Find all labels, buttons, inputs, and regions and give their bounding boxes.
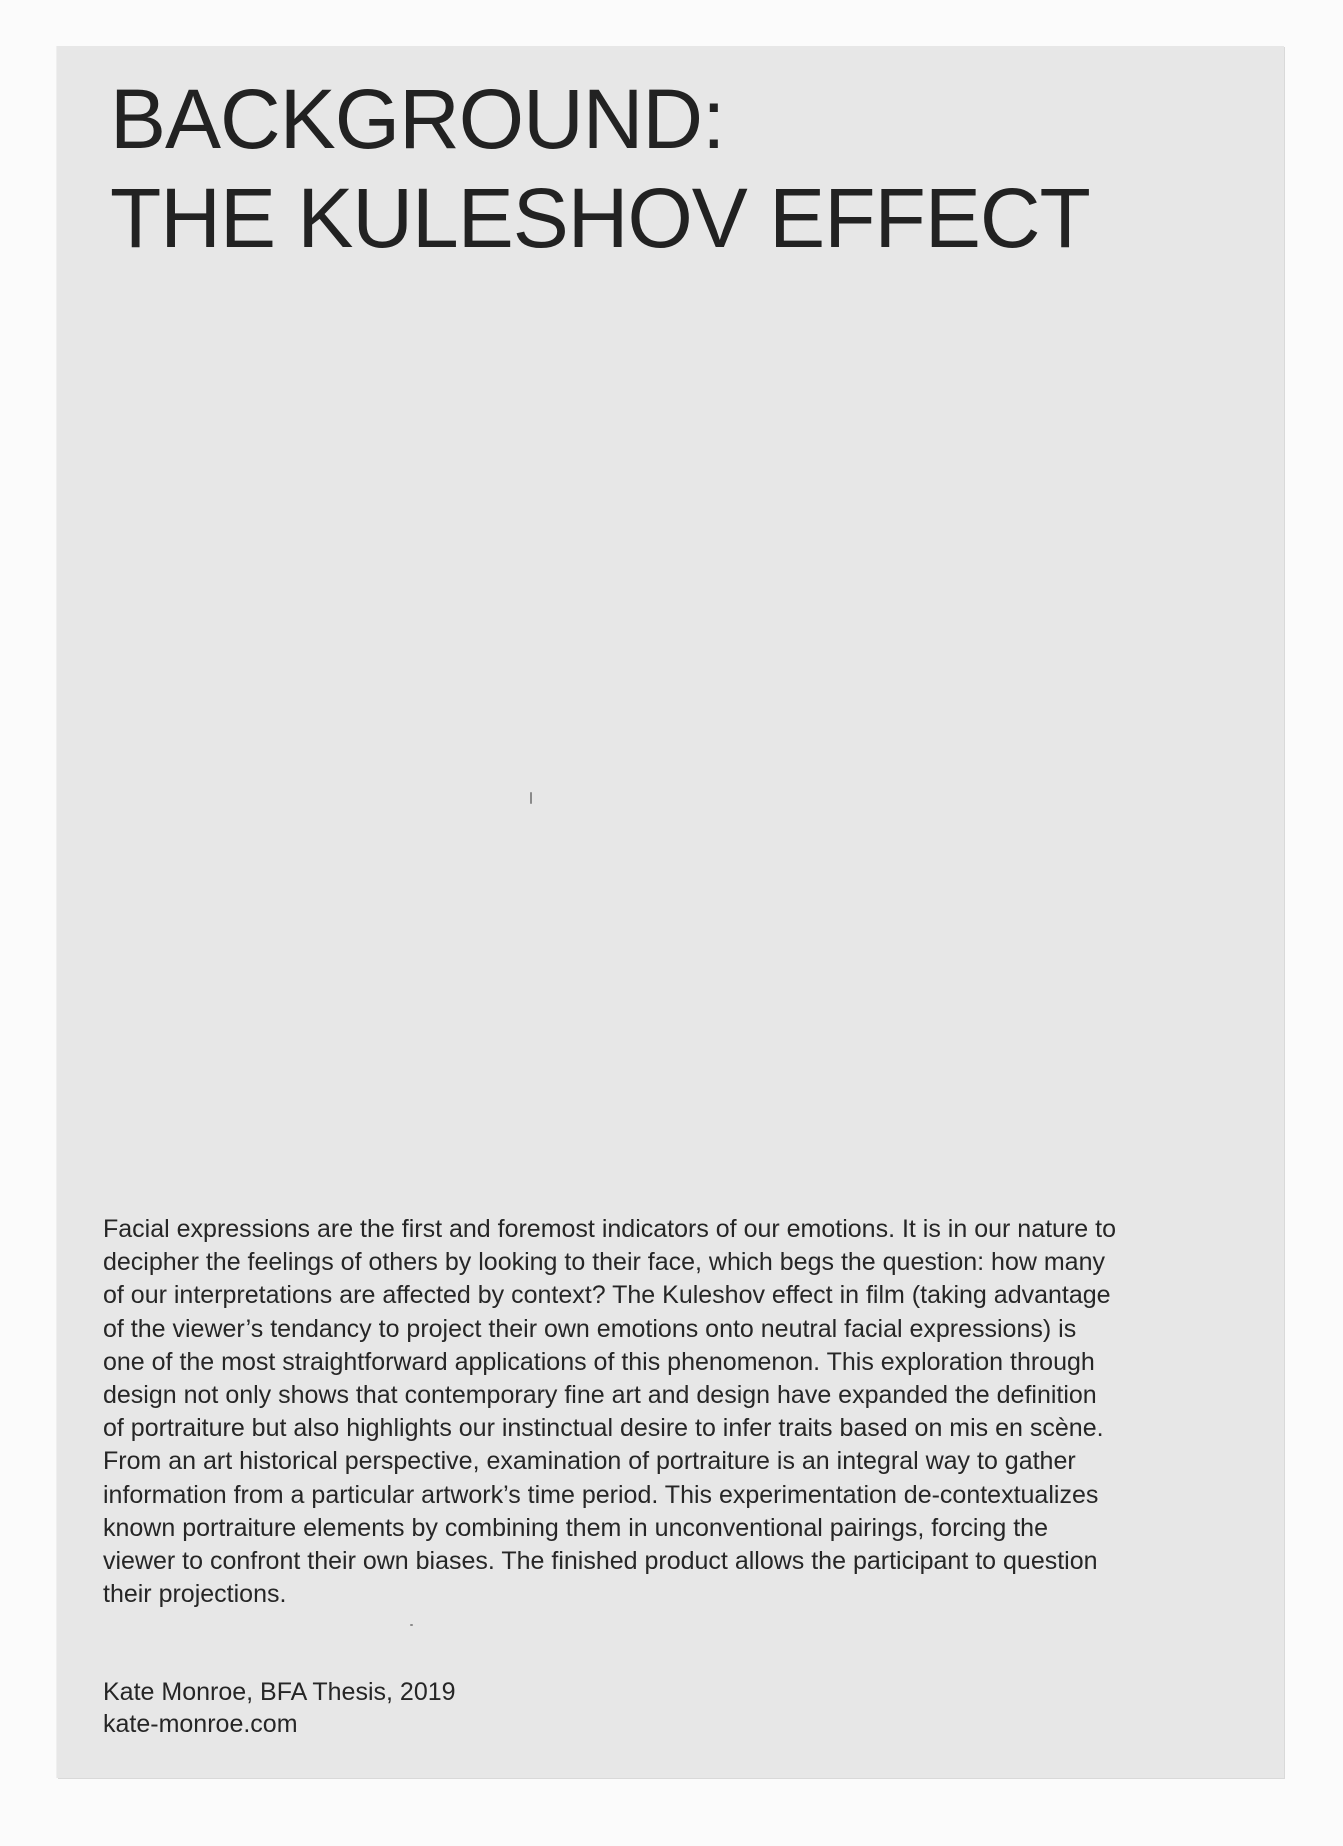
author-credit: Kate Monroe, BFA Thesis, 2019	[103, 1678, 456, 1706]
body-line: design not only shows that contemporary fine art and design have expanded the definition	[103, 1381, 1097, 1410]
title-line-2: THE KULESHOV EFFECT	[110, 171, 1090, 265]
body-line: of our interpretations are affected by context? The Kuleshov effect in film (taking advantage	[103, 1281, 1111, 1310]
body-line: one of the most straightforward applications of this phenomenon. This exploration through	[103, 1347, 1095, 1376]
body-line: Facial expressions are the first and foremost indicators of our emotions. It is in our nature to	[103, 1215, 1116, 1243]
paper-speck	[530, 792, 532, 804]
body-line: decipher the feelings of others by looking to their face, which begs the question: how many	[103, 1248, 1105, 1277]
credits	[103, 1676, 456, 1740]
body-line: viewer to confront their own biases. The finished product allows the participant to question	[103, 1547, 1098, 1576]
website-text: kate-monroe.com	[103, 1710, 298, 1738]
body-line: their projections.	[103, 1580, 287, 1609]
body-line: information from a particular artwork’s time period. This experimentation de-contextualizes	[103, 1480, 1099, 1509]
body-paragraph	[103, 1213, 1233, 1611]
body-line: of the viewer’s tendancy to project their own emotions onto neutral facial expressions) is	[103, 1314, 1077, 1343]
body-line: known portraiture elements by combining them in unconventional pairings, forcing the	[103, 1513, 1048, 1542]
printed-card	[57, 46, 1284, 1778]
title-line-1: BACKGROUND:	[110, 72, 725, 166]
paper-speck	[410, 1624, 413, 1626]
page-title	[110, 70, 1090, 268]
body-line: From an art historical perspective, examination of portraiture is an integral way to gather	[103, 1447, 1076, 1476]
body-line: of portraiture but also highlights our instinctual desire to infer traits based on mis en scène.	[103, 1414, 1104, 1443]
